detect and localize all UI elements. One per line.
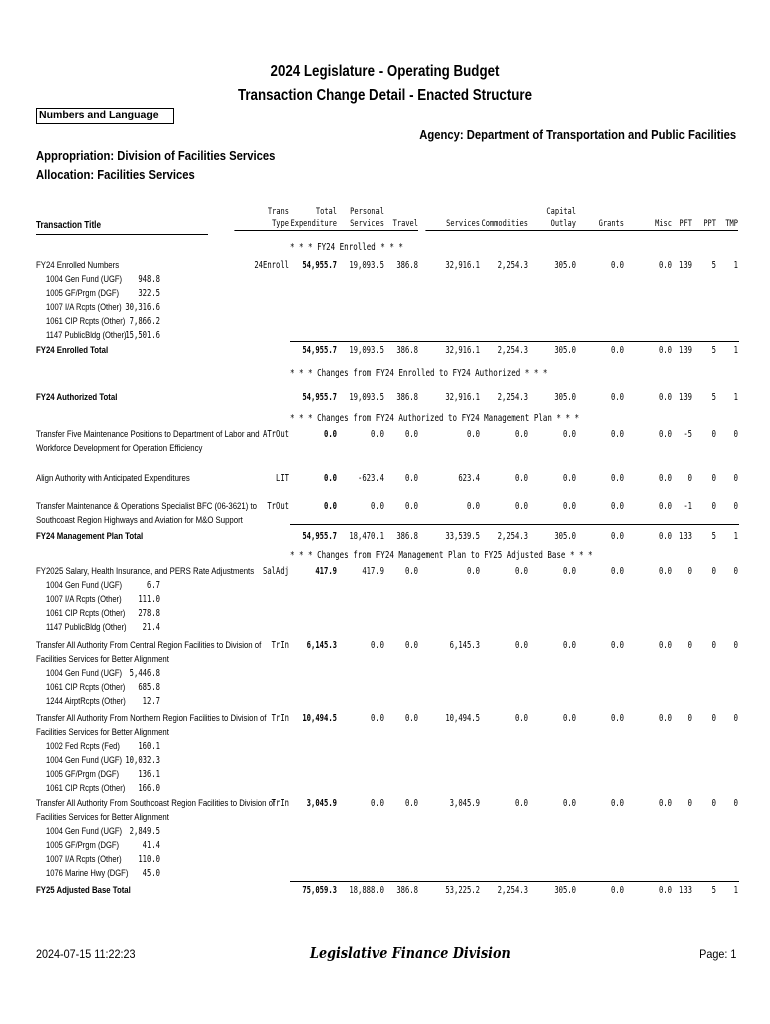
transaction-title: Transfer All Authority From Northern Region Facilities to Division of (36, 713, 267, 724)
amount-cell: 5 (711, 260, 716, 271)
amount-cell: 0.0 (404, 566, 418, 577)
total-expenditure: 54,955.7 (302, 260, 337, 271)
amount-cell: 1 (733, 345, 738, 356)
amount-cell: 0 (711, 501, 716, 512)
amount-cell: 5 (711, 345, 716, 356)
amount-cell: 0.0 (404, 798, 418, 809)
amount-cell: 139 (678, 345, 692, 356)
trans-type: TrIn (271, 640, 289, 651)
amount-cell: 0.0 (610, 885, 624, 896)
fund-amount: 6.7 (146, 580, 160, 591)
amount-cell: 0.0 (404, 640, 418, 651)
footer-timestamp: 2024-07-15 11:22:23 (36, 947, 136, 961)
col-header-tmp (683, 206, 738, 231)
amount-cell: 139 (678, 260, 692, 271)
trans-type: LIT (275, 473, 289, 484)
amount-cell: 305.0 (554, 885, 576, 896)
amount-cell: 305.0 (554, 345, 576, 356)
fund-source: 1076 Marine Hwy (DGF) (46, 868, 129, 879)
amount-cell: 0 (687, 713, 692, 724)
col-header-line: Expenditure (282, 218, 337, 231)
total-rule (290, 881, 739, 882)
amount-cell: 0.0 (370, 798, 384, 809)
transaction-title: Facilities Services for Better Alignment (36, 727, 169, 738)
trans-type: SalAdj (262, 566, 289, 577)
col-title-underline (36, 234, 208, 235)
amount-cell: 0.0 (466, 501, 480, 512)
fund-amount: 685.8 (138, 682, 160, 693)
amount-cell: 386.8 (396, 531, 418, 542)
transaction-title: Facilities Services for Better Alignment (36, 812, 169, 823)
footer-page: Page: 1 (698, 947, 736, 961)
fund-source: 1005 GF/Prgm (DGF) (46, 288, 120, 299)
amount-cell: 0.0 (370, 429, 384, 440)
amount-cell: 0.0 (514, 566, 528, 577)
amount-cell: 0.0 (370, 501, 384, 512)
fund-source: 1147 PublicBldg (Other) (46, 330, 127, 341)
col-header-capital-outlay (521, 206, 576, 231)
amount-cell: 0 (733, 501, 738, 512)
amount-cell: 0.0 (562, 640, 576, 651)
amount-cell: 1 (733, 531, 738, 542)
fund-source: 1061 CIP Rcpts (Other) (46, 316, 126, 327)
fund-source: 1061 CIP Rcpts (Other) (46, 783, 126, 794)
amount-cell: 0.0 (404, 429, 418, 440)
amount-cell: 0.0 (514, 429, 528, 440)
amount-cell: 18,888.0 (349, 885, 384, 896)
col-header-line (363, 206, 418, 218)
trans-type: 24Enroll (254, 260, 289, 271)
fund-source: 1004 Gen Fund (UGF) (46, 668, 123, 679)
transaction-title: Align Authority with Anticipated Expenditures (36, 473, 190, 484)
amount-cell: 0.0 (610, 429, 624, 440)
fund-amount: 15,501.6 (125, 330, 160, 341)
fund-amount: 322.5 (138, 288, 160, 299)
amount-cell: 0.0 (610, 501, 624, 512)
amount-cell: 305.0 (554, 260, 576, 271)
col-header-commodities (473, 206, 528, 231)
fund-amount: 41.4 (142, 840, 160, 851)
col-header-line: Trans (267, 207, 289, 217)
fund-source: 1004 Gen Fund (UGF) (46, 826, 123, 837)
col-header-line: TMP (683, 218, 738, 231)
amount-cell: 0.0 (658, 531, 672, 542)
amount-cell: 53,225.2 (445, 885, 480, 896)
col-header-line (683, 206, 738, 218)
amount-cell: 0 (733, 713, 738, 724)
amount-cell: 0.0 (562, 429, 576, 440)
col-header-line: Travel (363, 218, 418, 231)
amount-cell: 417.9 (362, 566, 384, 577)
amount-cell: 0.0 (610, 531, 624, 542)
col-header-line: PFT (637, 218, 692, 231)
fund-amount: 30,316.6 (125, 302, 160, 313)
amount-cell: 0.0 (658, 640, 672, 651)
section-banner: * * * FY24 Enrolled * * * (290, 242, 403, 253)
fund-source: 1007 I/A Rcpts (Other) (46, 854, 122, 865)
report-subtitle: Transaction Change Detail - Enacted Structure (237, 87, 533, 104)
amount-cell: 386.8 (396, 885, 418, 896)
amount-cell: 0 (687, 798, 692, 809)
numbers-and-language-box: Numbers and Language (36, 108, 174, 124)
amount-cell: 0.0 (514, 501, 528, 512)
amount-cell: 19,093.5 (349, 345, 384, 356)
fund-source: 1004 Gen Fund (UGF) (46, 274, 123, 285)
col-header-services (425, 206, 480, 231)
amount-cell: 0.0 (658, 713, 672, 724)
amount-cell: 0 (733, 798, 738, 809)
fund-source: 1147 PublicBldg (Other) (46, 622, 127, 633)
transaction-title: FY24 Enrolled Total (36, 345, 109, 356)
fund-amount: 7,866.2 (129, 316, 160, 327)
transaction-title: FY24 Enrolled Numbers (36, 260, 120, 271)
amount-cell: 0 (733, 429, 738, 440)
amount-cell: 0 (687, 566, 692, 577)
amount-cell: 0 (733, 473, 738, 484)
amount-cell: 0.0 (562, 501, 576, 512)
total-expenditure: 0.0 (323, 501, 337, 512)
col-header-line (473, 206, 528, 218)
amount-cell: 3,045.9 (449, 798, 480, 809)
amount-cell: 0.0 (658, 566, 672, 577)
transaction-title: Transfer Maintenance & Operations Specialist BFC (06-3621) to (36, 501, 257, 512)
amount-cell: 0.0 (658, 429, 672, 440)
col-header-line: Services (329, 218, 384, 231)
col-header-line: Grants (569, 218, 624, 231)
amount-cell: 0 (711, 640, 716, 651)
amount-cell: 0.0 (610, 566, 624, 577)
amount-cell: 0.0 (404, 501, 418, 512)
amount-cell: 5 (711, 531, 716, 542)
amount-cell: 32,916.1 (445, 392, 480, 403)
appropriation-label: Appropriation: Division of Facilities Services (36, 149, 276, 163)
fund-amount: 136.1 (138, 769, 160, 780)
amount-cell: 0.0 (610, 473, 624, 484)
col-header-line: Total (315, 207, 337, 217)
total-expenditure: 3,045.9 (306, 798, 337, 809)
total-expenditure: 75,059.3 (302, 885, 337, 896)
agency-label: Agency: Department of Transportation and Public Facilities (419, 128, 736, 142)
amount-cell: 133 (678, 885, 692, 896)
allocation-label: Allocation: Facilities Services (36, 168, 195, 182)
amount-cell: 0.0 (562, 713, 576, 724)
amount-cell: 5 (711, 392, 716, 403)
amount-cell: 0.0 (658, 501, 672, 512)
amount-cell: 1 (733, 392, 738, 403)
total-expenditure: 54,955.7 (302, 345, 337, 356)
amount-cell: 0.0 (658, 798, 672, 809)
amount-cell: 10,494.5 (445, 713, 480, 724)
amount-cell: 305.0 (554, 531, 576, 542)
amount-cell: 0 (733, 640, 738, 651)
fund-source: 1004 Gen Fund (UGF) (46, 755, 123, 766)
fund-amount: 110.0 (138, 854, 160, 865)
fund-amount: 278.8 (138, 608, 160, 619)
amount-cell: 32,916.1 (445, 345, 480, 356)
total-expenditure: 417.9 (315, 566, 337, 577)
amount-cell: 305.0 (554, 392, 576, 403)
amount-cell: 0.0 (370, 713, 384, 724)
transaction-title: Transfer All Authority From Southcoast Region Facilities to Division of (36, 798, 276, 809)
amount-cell: 0.0 (514, 473, 528, 484)
amount-cell: 2,254.3 (497, 531, 528, 542)
transaction-title: FY24 Management Plan Total (36, 531, 144, 542)
fund-amount: 12.7 (142, 696, 160, 707)
amount-cell: 0.0 (404, 473, 418, 484)
col-header-line: Outlay (521, 218, 576, 231)
col-header-line: Personal (350, 207, 384, 217)
total-expenditure: 54,955.7 (302, 531, 337, 542)
amount-cell: 386.8 (396, 260, 418, 271)
amount-cell: 0.0 (658, 885, 672, 896)
fund-amount: 166.0 (138, 783, 160, 794)
col-header-line (569, 206, 624, 218)
total-expenditure: 54,955.7 (302, 392, 337, 403)
transaction-title: Southcoast Region Highways and Aviation for M&O Support (36, 515, 243, 526)
fund-amount: 21.4 (142, 622, 160, 633)
amount-cell: 0.0 (658, 260, 672, 271)
transaction-title: Transfer All Authority From Central Region Facilities to Division of (36, 640, 262, 651)
col-header-line (425, 206, 480, 218)
col-header-trans-type (234, 206, 289, 231)
amount-cell: 0.0 (658, 473, 672, 484)
amount-cell: 0.0 (562, 566, 576, 577)
fund-source: 1005 GF/Prgm (DGF) (46, 769, 120, 780)
fund-source: 1007 I/A Rcpts (Other) (46, 302, 122, 313)
amount-cell: 1 (733, 260, 738, 271)
report-title: 2024 Legislature - Operating Budget (270, 63, 500, 80)
fund-source: 1061 CIP Rcpts (Other) (46, 682, 126, 693)
amount-cell: 0 (711, 713, 716, 724)
total-rule (290, 341, 739, 342)
fund-source: 1002 Fed Rcpts (Fed) (46, 741, 120, 752)
fund-amount: 160.1 (138, 741, 160, 752)
amount-cell: 19,093.5 (349, 260, 384, 271)
footer-division: Legislative Finance Division (310, 944, 511, 962)
fund-amount: 10,032.3 (125, 755, 160, 766)
col-header-grants (569, 206, 624, 231)
transaction-title: Transfer Five Maintenance Positions to Department of Labor and (36, 429, 260, 440)
col-header-line: Misc (617, 218, 672, 231)
amount-cell: 18,470.1 (349, 531, 384, 542)
amount-cell: 0 (711, 798, 716, 809)
col-header-line: Type (234, 218, 289, 231)
amount-cell: 2,254.3 (497, 885, 528, 896)
amount-cell: 0.0 (562, 798, 576, 809)
amount-cell: 0 (733, 566, 738, 577)
fund-amount: 2,849.5 (129, 826, 160, 837)
amount-cell: 2,254.3 (497, 260, 528, 271)
amount-cell: 133 (678, 531, 692, 542)
section-banner: * * * Changes from FY24 Authorized to FY24 Management Plan * * * (290, 413, 579, 424)
fund-amount: 45.0 (142, 868, 160, 879)
fund-amount: 5,446.8 (129, 668, 160, 679)
transaction-title: Facilities Services for Better Alignment (36, 654, 169, 665)
amount-cell: 386.8 (396, 392, 418, 403)
amount-cell: 0 (711, 429, 716, 440)
total-expenditure: 6,145.3 (306, 640, 337, 651)
amount-cell: 0.0 (370, 640, 384, 651)
amount-cell: 0.0 (610, 345, 624, 356)
amount-cell: 0.0 (466, 566, 480, 577)
amount-cell: 33,539.5 (445, 531, 480, 542)
fund-source: 1244 AirptRcpts (Other) (46, 696, 126, 707)
amount-cell: 0.0 (466, 429, 480, 440)
amount-cell: 6,145.3 (449, 640, 480, 651)
transaction-title: Workforce Development for Operation Efficiency (36, 443, 203, 454)
amount-cell: 0.0 (610, 798, 624, 809)
col-header-line: Commodities (473, 218, 528, 231)
amount-cell: 0.0 (610, 260, 624, 271)
amount-cell: 2,254.3 (497, 392, 528, 403)
total-expenditure: 0.0 (323, 429, 337, 440)
amount-cell: 19,093.5 (349, 392, 384, 403)
trans-type: ATrOut (262, 429, 289, 440)
trans-type: TrOut (267, 501, 289, 512)
total-rule (290, 524, 739, 525)
amount-cell: 0.0 (610, 392, 624, 403)
amount-cell: 5 (711, 885, 716, 896)
fund-source: 1004 Gen Fund (UGF) (46, 580, 123, 591)
amount-cell: 0.0 (514, 640, 528, 651)
section-banner: * * * Changes from FY24 Management Plan to FY25 Adjusted Base * * * (290, 550, 593, 561)
transaction-title: FY2025 Salary, Health Insurance, and PERS Rate Adjustments (36, 566, 255, 577)
amount-cell: 0.0 (610, 640, 624, 651)
section-banner: * * * Changes from FY24 Enrolled to FY24 Authorized * * * (290, 368, 548, 379)
amount-cell: -623.4 (357, 473, 384, 484)
col-header-line: Capital (546, 207, 576, 217)
trans-type: TrIn (271, 798, 289, 809)
fund-source: 1005 GF/Prgm (DGF) (46, 840, 120, 851)
amount-cell: 0.0 (562, 473, 576, 484)
col-transaction-title: Transaction Title (36, 220, 102, 231)
fund-amount: 948.8 (138, 274, 160, 285)
fund-amount: 111.0 (138, 594, 160, 605)
amount-cell: 0 (687, 473, 692, 484)
total-expenditure: 10,494.5 (302, 713, 337, 724)
amount-cell: 139 (678, 392, 692, 403)
amount-cell: 0 (687, 640, 692, 651)
amount-cell: 0.0 (514, 713, 528, 724)
amount-cell: 0 (711, 473, 716, 484)
amount-cell: 0 (711, 566, 716, 577)
transaction-title: FY24 Authorized Total (36, 392, 118, 403)
transaction-title: FY25 Adjusted Base Total (36, 885, 131, 896)
col-header-travel (363, 206, 418, 231)
amount-cell: 0.0 (514, 798, 528, 809)
amount-cell: 0.0 (610, 713, 624, 724)
amount-cell: 386.8 (396, 345, 418, 356)
amount-cell: -1 (683, 501, 692, 512)
amount-cell: 32,916.1 (445, 260, 480, 271)
amount-cell: -5 (683, 429, 692, 440)
fund-source: 1007 I/A Rcpts (Other) (46, 594, 122, 605)
amount-cell: 0.0 (658, 392, 672, 403)
amount-cell: 0.0 (658, 345, 672, 356)
amount-cell: 1 (733, 885, 738, 896)
trans-type: TrIn (271, 713, 289, 724)
col-header-line: PPT (661, 218, 716, 231)
amount-cell: 623.4 (458, 473, 480, 484)
fund-source: 1061 CIP Rcpts (Other) (46, 608, 126, 619)
amount-cell: 0.0 (404, 713, 418, 724)
total-expenditure: 0.0 (323, 473, 337, 484)
col-header-line: Services (425, 218, 480, 231)
amount-cell: 2,254.3 (497, 345, 528, 356)
